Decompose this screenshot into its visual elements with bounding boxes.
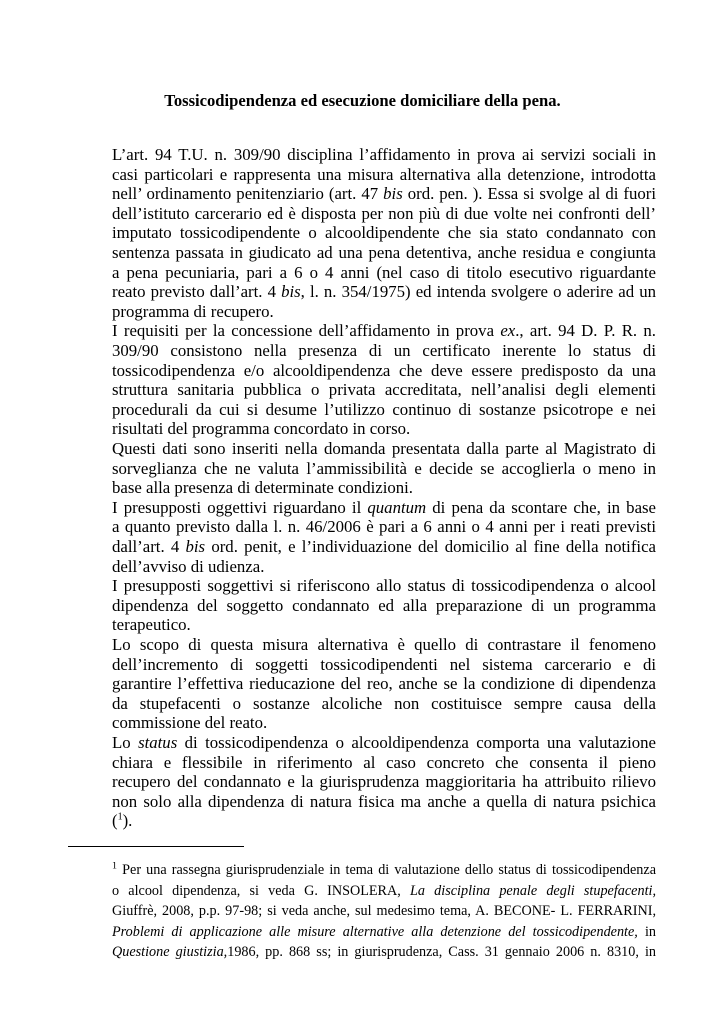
body-line	[112, 263, 656, 283]
text-run: quantum	[367, 497, 427, 517]
text-run: Questione giustizia,	[112, 944, 228, 960]
body-line	[112, 537, 656, 557]
footnote-ref: 1	[112, 862, 117, 872]
text-run: recupero del condannato e la giurisprudenza maggioritaria ha attribuito rilievo	[112, 772, 656, 792]
text-run: reato previsto dall’art. 4	[112, 282, 282, 302]
body-line	[112, 165, 656, 185]
body-line	[112, 576, 656, 596]
text-run: procedurali da cui si desume l’utilizzo continuo di sostanze psicotrope e nei	[112, 399, 656, 419]
body-line	[112, 635, 656, 655]
text-run: o alcool dipendenza, si veda G. INSOLERA,	[112, 882, 410, 899]
text-run: programma di recupero.	[112, 301, 274, 321]
footnote-line	[112, 944, 656, 962]
text-run: chiara e flessibile in riferimento al caso concreto che consenta il pieno	[112, 752, 656, 772]
text-run: terapeutico.	[112, 615, 191, 635]
body-line	[112, 380, 656, 400]
body-line	[112, 400, 656, 420]
body-line	[112, 498, 656, 518]
text-run: ord. pen. ). Essa si svolge al di fuori	[402, 184, 656, 204]
body-line	[112, 145, 656, 165]
text-run: Per una rassegna giurisprudenziale in tema di valutazione dello status di tossicodipendenza	[117, 862, 656, 878]
body-line	[112, 772, 656, 792]
footnote-line	[112, 924, 656, 942]
body-line	[112, 321, 656, 341]
body-line	[112, 419, 656, 439]
footnote-line	[112, 883, 656, 901]
text-run: bis	[383, 184, 403, 204]
body-line	[112, 478, 656, 498]
body-line	[112, 615, 656, 635]
text-run: a quanto previsto dalla l. n. 46/2006 è pari a 6 anni o 4 anni per i reati previsti	[112, 517, 656, 537]
text-run: base alla presenza di determinate condizioni.	[112, 478, 413, 498]
text-run: commissione del reato.	[112, 713, 268, 733]
text-run: Questi dati sono inseriti nella domanda presentata dalla parte al Magistrato di	[112, 439, 656, 458]
page-title: Tossicodipendenza ed esecuzione domiciliare della pena.	[164, 91, 561, 110]
text-run: ., art. 94 D. P. R. n.	[515, 321, 656, 341]
text-run: in	[637, 923, 656, 940]
body-line	[112, 557, 656, 577]
footnote-line	[112, 903, 656, 921]
text-run: tossicodipendenza e/o alcooldipendenza che deve essere predisposto da una	[112, 360, 656, 380]
body-line	[112, 223, 656, 243]
text-run: nell’ ordinamento penitenziario (art. 47	[112, 184, 384, 204]
body-line	[112, 811, 656, 831]
text-run: 309/90 consistono nella presenza di un certificato inerente lo status di	[112, 341, 656, 360]
footnote-line	[112, 862, 656, 880]
text-run: ).	[122, 811, 133, 831]
text-run: struttura sanitaria pubblica o privata accreditata, nell’analisi degli elementi	[112, 380, 656, 400]
text-run: , l. n. 354/1975) ed intenda svolgere o aderire ad un	[300, 282, 656, 302]
text-run: dell’avviso di udienza.	[112, 556, 265, 576]
text-run: L’art. 94 T.U. n. 309/90 disciplina l’affidamento in prova ai servizi sociali in	[112, 145, 656, 164]
body-line	[112, 674, 656, 694]
footnote-separator	[68, 846, 244, 847]
text-run: I presupposti soggettivi si riferiscono allo status di tossicodipendenza o alcool	[112, 576, 656, 596]
body-line	[112, 694, 656, 714]
text-run: I requisiti per la concessione dell’affidamento in prova	[112, 321, 501, 341]
text-run: (	[112, 811, 118, 831]
body-line	[112, 361, 656, 381]
text-run: La disciplina penale degli stupefacenti,	[410, 882, 656, 899]
text-run: status	[138, 733, 178, 752]
text-run: ord. penit, e l’individuazione del domicilio al fine della notifica	[205, 537, 656, 556]
body-line	[112, 733, 656, 753]
body-line	[112, 792, 656, 812]
footnote-ref: 1	[117, 811, 123, 823]
text-run: bis	[281, 282, 301, 302]
text-run: di pena da scontare che, in base	[426, 497, 656, 517]
text-run: sorveglianza che ne valuta l’ammissibilità e decide se accoglierla o meno in	[112, 458, 656, 478]
text-run: Lo	[112, 733, 139, 752]
body-line	[112, 204, 656, 224]
text-run: Lo scopo di questa misura alternativa è quello di contrastare il fenomeno	[112, 635, 656, 654]
text-run: non solo alla dipendenza di natura fisica ma anche a quella di natura psichica	[112, 791, 656, 811]
text-run: risultati del programma concordato in corso.	[112, 419, 411, 439]
text-run: ex	[500, 321, 516, 341]
body-line	[112, 596, 656, 616]
body-line	[112, 439, 656, 459]
text-run: garantire l’effettiva rieducazione del reo, anche se la condizione di dipendenza	[112, 674, 656, 694]
text-run: imputato tossicodipendente o alcooldipendente che sia stato condannato con	[112, 223, 656, 243]
body-line	[112, 184, 656, 204]
text-run: dall’art. 4	[112, 537, 186, 556]
text-run: dipendenza del soggetto condannato ed alla preparazione di un programma	[112, 595, 656, 615]
text-run: da stupefacenti o sostanze alcoliche non costituisce sempre causa della	[112, 693, 656, 713]
body-line	[112, 243, 656, 263]
body-line	[112, 282, 656, 302]
body-line	[112, 753, 656, 773]
body-line	[112, 459, 656, 479]
text-run: a pena pecuniaria, pari a 6 o 4 anni (nel caso di titolo esecutivo riguardante	[112, 262, 656, 282]
text-run: dell’incremento di soggetti tossicodipendenti nel sistema carcerario e di	[112, 654, 656, 674]
text-run: di tossicodipendenza o alcooldipendenza comporta una valutazione	[177, 733, 656, 752]
text-run: Giuffrè, 2008, p.p. 97-98; si veda anche, sul medesimo tema, A. BECONE- L. FERRARINI,	[112, 903, 656, 919]
text-run: casi particolari e rappresenta una misura alternativa alla detenzione, introdotta	[112, 164, 656, 184]
body-line	[112, 517, 656, 537]
body-line	[112, 655, 656, 675]
body-line	[112, 341, 656, 361]
text-run: I presupposti oggettivi riguardano il	[112, 497, 368, 517]
text-run: sentenza passata in giudicato ad una pena detentiva, anche residua e congiunta	[112, 243, 656, 262]
body-line	[112, 713, 656, 733]
text-run: dell’istituto carcerario ed è disposta per non più di due volte nei confronti dell’	[112, 203, 656, 223]
text-run: Problemi di applicazione alle misure alternative alla detenzione del tossicodipendente,	[112, 923, 638, 940]
text-run: bis	[185, 537, 206, 556]
text-run: 1986, pp. 868 ss; in giurisprudenza, Cass. 31 gennaio 2006 n. 8310, in	[227, 944, 656, 960]
body-line	[112, 302, 656, 322]
